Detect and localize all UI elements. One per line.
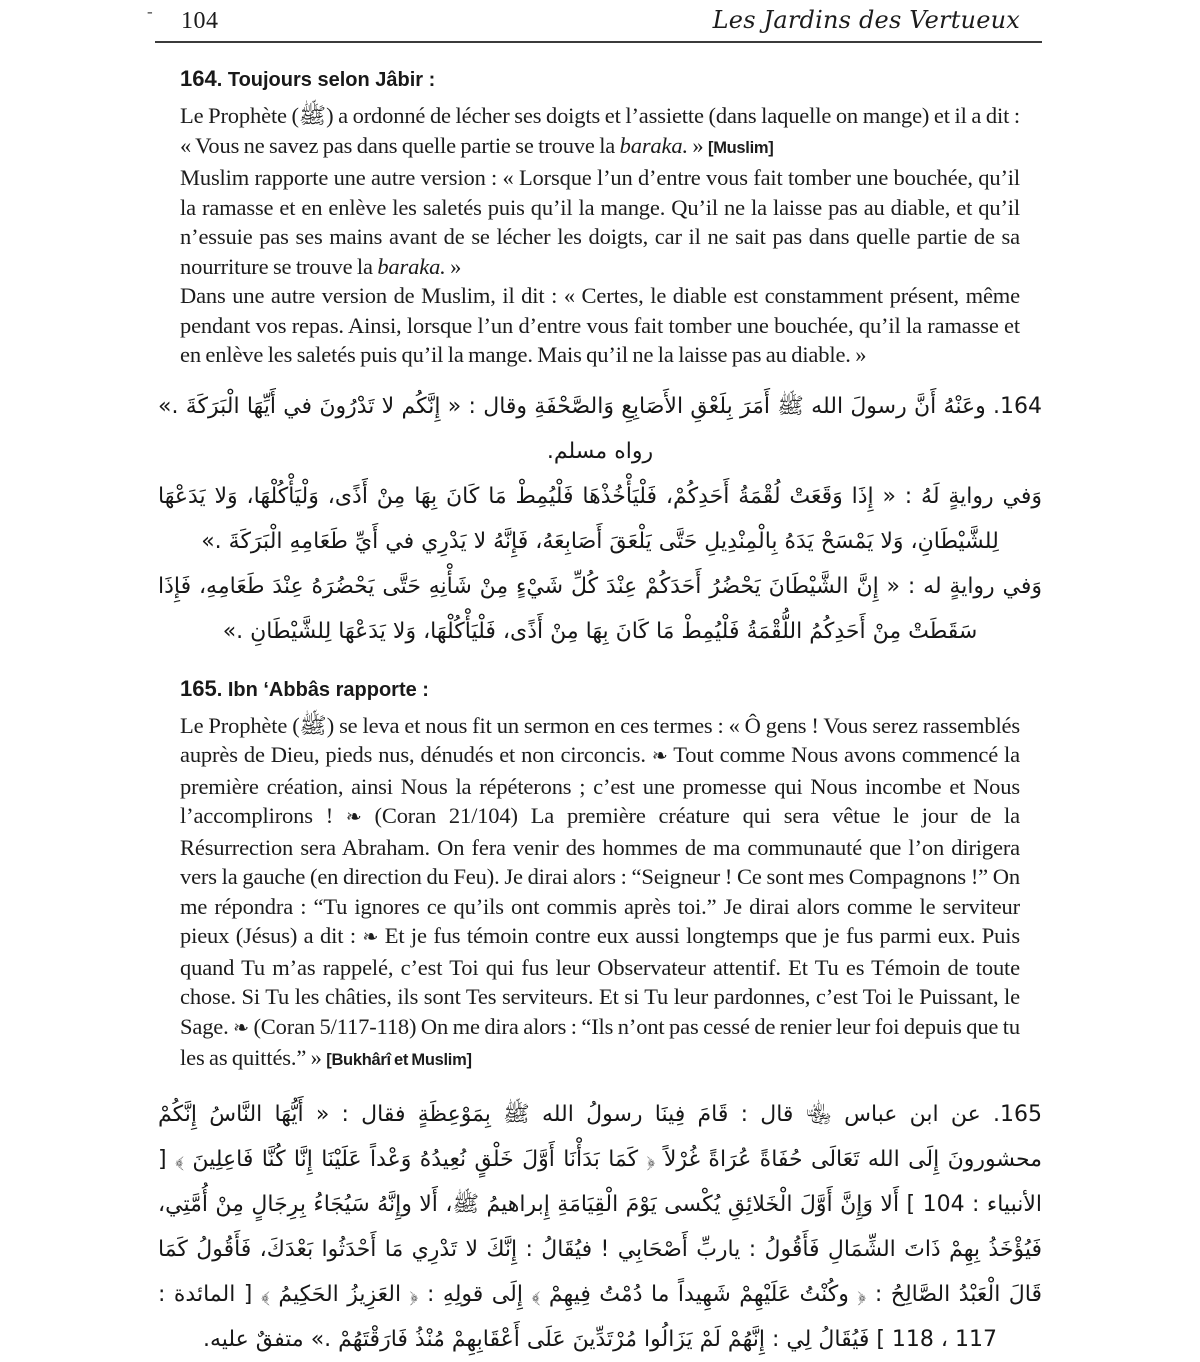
- hadith-164-heading: [180, 66, 1020, 92]
- running-header: [181, 6, 1020, 35]
- hadith-164-paragraph-2: [180, 163, 1020, 281]
- italic-term-baraka: baraka.: [619, 132, 688, 158]
- text-run: Tout comme Nous avons commencé la première création, ainsi Nous la répéterons ; c’est une promesse qui Nous incombe et Nous l’accomplirons !: [180, 742, 1020, 828]
- hadith-164-number: 164: [180, 66, 217, 91]
- quran-ornament-icon: ❧: [362, 927, 379, 948]
- italic-term-baraka: baraka.: [377, 253, 446, 279]
- page-content: [158, 66, 1042, 1362]
- arabic-version-1: 165. عن ابن عباس ﵄ قال : قَامَ فِينَا رسولُ الله ﷺ بِمَوْعِظَةٍ فقال : « أَيُّهَا النَّاسُ إِنَّكُمْ محشورونَ إِلَى الله تَعَالَى حُفَاةً عُرَاةً غُرْلاً ﴿ كَمَا بَدَأْنَا أَوَّلَ خَلْقٍ نُعِيدُهُ وَعْداً عَلَيْنَا إِنَّا كُنَّا فَاعِلِينَ ﴾ [ الأنبياء : 104 ] أَلا وَإِنَّ أَوَّلَ الْخَلائِقِ يُكْسى يَوْمَ الْقِيَامَةِ إِبراهيمُ ﷺ، أَلا وإِنَّهُ سَيُجَاءُ بِرِجَالٍ مِنْ أُمَّتِي، فَيُؤْخَذُ بِهِمْ ذَاتَ الشِّمَالِ فَأَقُولُ : ياربِّ أَصْحَابِي ! فيُقَالُ : إِنَّكَ لا تَدْرِي مَا أَحْدَثُوا بَعْدَكَ، فَأَقُولُ كَمَا قَالَ الْعَبْدُ الصَّالِحُ : ﴿ وكُنْتُ عَلَيْهِمْ شَهِيداً ما دُمْتُ فِيهِمْ ﴾ إِلَى قولِهِ : ﴿ العَزِيزُ الحَكِيمُ ﴾ [ المائدة : 117 ، 118 ] فَيُقَالُ لِي : إِنَّهُمْ لَمْ يَزَالُوا مُرْتَدِّينَ عَلَى أَعْقَابِهِمْ مُنْذُ فَارَقْتَهُمْ .» متفقٌ عليه.: [158, 1101, 1042, 1352]
- text-run: Muslim rapporte une autre version : « Lorsque l’un d’entre vous fait tomber une bouchée, qu’il la ramasse et en enlève les saletés puis qu’il la mange. Qu’il ne la laisse pas au diable, et qu’il n’essuie pas ses mains avant de se lécher les doigts, car il ne sait pas dans quelle partie de sa nourriture se trouve la: [180, 165, 1020, 279]
- text-run: Le Prophète (ﷺ) a ordonné de lécher ses doigts et l’assiette (dans laquelle on mange) et il a dit : « Vous ne savez pas dans quelle partie se trouve la: [180, 103, 1020, 158]
- source-tag-muslim: [Muslim]: [708, 138, 774, 157]
- header-divider: [155, 41, 1042, 43]
- hadith-165-heading-text: . Ibn ‘Abbâs rapporte :: [216, 678, 429, 701]
- hadith-164-heading-text: . Toujours selon Jâbir :: [216, 69, 436, 91]
- page-number: 104: [181, 8, 219, 34]
- arabic-version-1: 164. وعَنْهُ أَنَّ رسولَ الله ﷺ أَمَرَ بِلَعْقِ الأَصَابِعِ وَالصَّحْفَةِ وقال : « إِنَّكُم لا تَدْرُونَ في أَيِّهَا الْبَرَكَةَ .» رواه مسلم.: [158, 393, 1042, 464]
- text-run: »: [687, 132, 709, 158]
- hadith-164-paragraph-3: Dans une autre version de Muslim, il dit : « Certes, le diable est constamment présent, même pendant vos repas. Ainsi, lorsque l’un d’entre vous fait tomber une bouchée, qu’il la ramasse et en enlève les saletés puis qu’il la mange. Mais qu’il ne la laisse pas au diable. »: [180, 283, 1020, 367]
- text-run: (Coran 5/117-118) On me dira alors : “Ils n’ont pas cessé de renier leur foi depuis que tu les as quittés.” »: [180, 1013, 1020, 1070]
- arabic-version-2: وَفي روايةٍ لَهُ : « إِذَا وَقَعَتْ لُقْمَةُ أَحَدِكُمْ، فَلْيَأْخُذْهَا فَلْيُمِطْ مَا كَانَ بِهَا مِنْ أَذًى، وَلْيَأْكُلْهَا، وَلا يَدَعْهَا لِلشَّيْطَانِ، وَلا يَمْسَحْ يَدَهُ بِالْمِنْدِيلِ حَتَّى يَلْعَقَ أَصَابِعَهُ، فَإِنَّهُ لا يَدْرِي في أَيِّ طَعَامِهِ الْبَرَكَةَ .»: [158, 483, 1042, 554]
- hadith-164-paragraph-1: [180, 101, 1020, 163]
- hadith-165-arabic-text: [158, 1092, 1042, 1362]
- hadith-165-paragraph: [180, 711, 1020, 1076]
- text-run: (Coran 21/104) La première créature qui sera vêtue le jour de la Résurrection sera Abraham. On fera venir des hommes de ma communauté que l’on dirigera vers la gauche (en direction du Feu). Je dirai alors : “Seigneur ! Ce sont mes Compagnons !” On me répondra : “Tu ignores ce qu’ils ont commis après toi.” Je dirai alors comme le serviteur pieux (Jésus) a dit :: [180, 803, 1020, 948]
- hadith-165-heading: [180, 676, 1020, 702]
- quran-ornament-icon: ❧: [345, 807, 362, 828]
- scan-corner-mark: -: [147, 2, 153, 21]
- text-run: Le Prophète (ﷺ) se leva et nous fit un sermon en ces termes : « Ô gens ! Vous serez rassemblés auprès de Dieu, pieds nus, dénudés et non circoncis.: [180, 712, 1020, 767]
- quran-ornament-icon: ❧: [651, 746, 668, 767]
- arabic-version-3: وَفي روايةٍ له : « إِنَّ الشَّيْطَانَ يَحْضُرُ أَحَدَكُمْ عِنْدَ كُلِّ شَيْءٍ مِنْ شَأْنِهِ حَتَّى يَحْضُرَهُ عِنْدَ طَعَامِهِ، فَإِذَا سَقَطَتْ مِنْ أَحَدِكُمُ اللُّقْمَةُ فَلْيُمِطْ مَا كَانَ بِهَا مِنْ أَذًى، فَلْيَأْكُلْهَا، وَلا يَدَعْهَا لِلشَّيْطَانِ .»: [158, 573, 1042, 644]
- book-title: Les Jardins des Vertueux: [712, 6, 1020, 34]
- hadith-165-number: 165: [180, 675, 217, 701]
- source-tag-bukhari-muslim: [Bukhârî et Muslim]: [326, 1051, 472, 1069]
- quran-ornament-icon: ❧: [233, 1017, 249, 1039]
- text-run: »: [445, 253, 462, 279]
- hadith-164-arabic-text: [158, 384, 1042, 654]
- text-run: Et je fus témoin contre eux aussi longtemps que je fus parmi eux. Puis quand Tu m’as rappelé, c’est Toi qui fus leur Observateur attentif. Et Tu es Témoin de toute chose. Si Tu les châties, ils sont Tes serviteurs. Et si Tu leur pardonnes, c’est Toi le Puissant, le Sage.: [180, 923, 1020, 1039]
